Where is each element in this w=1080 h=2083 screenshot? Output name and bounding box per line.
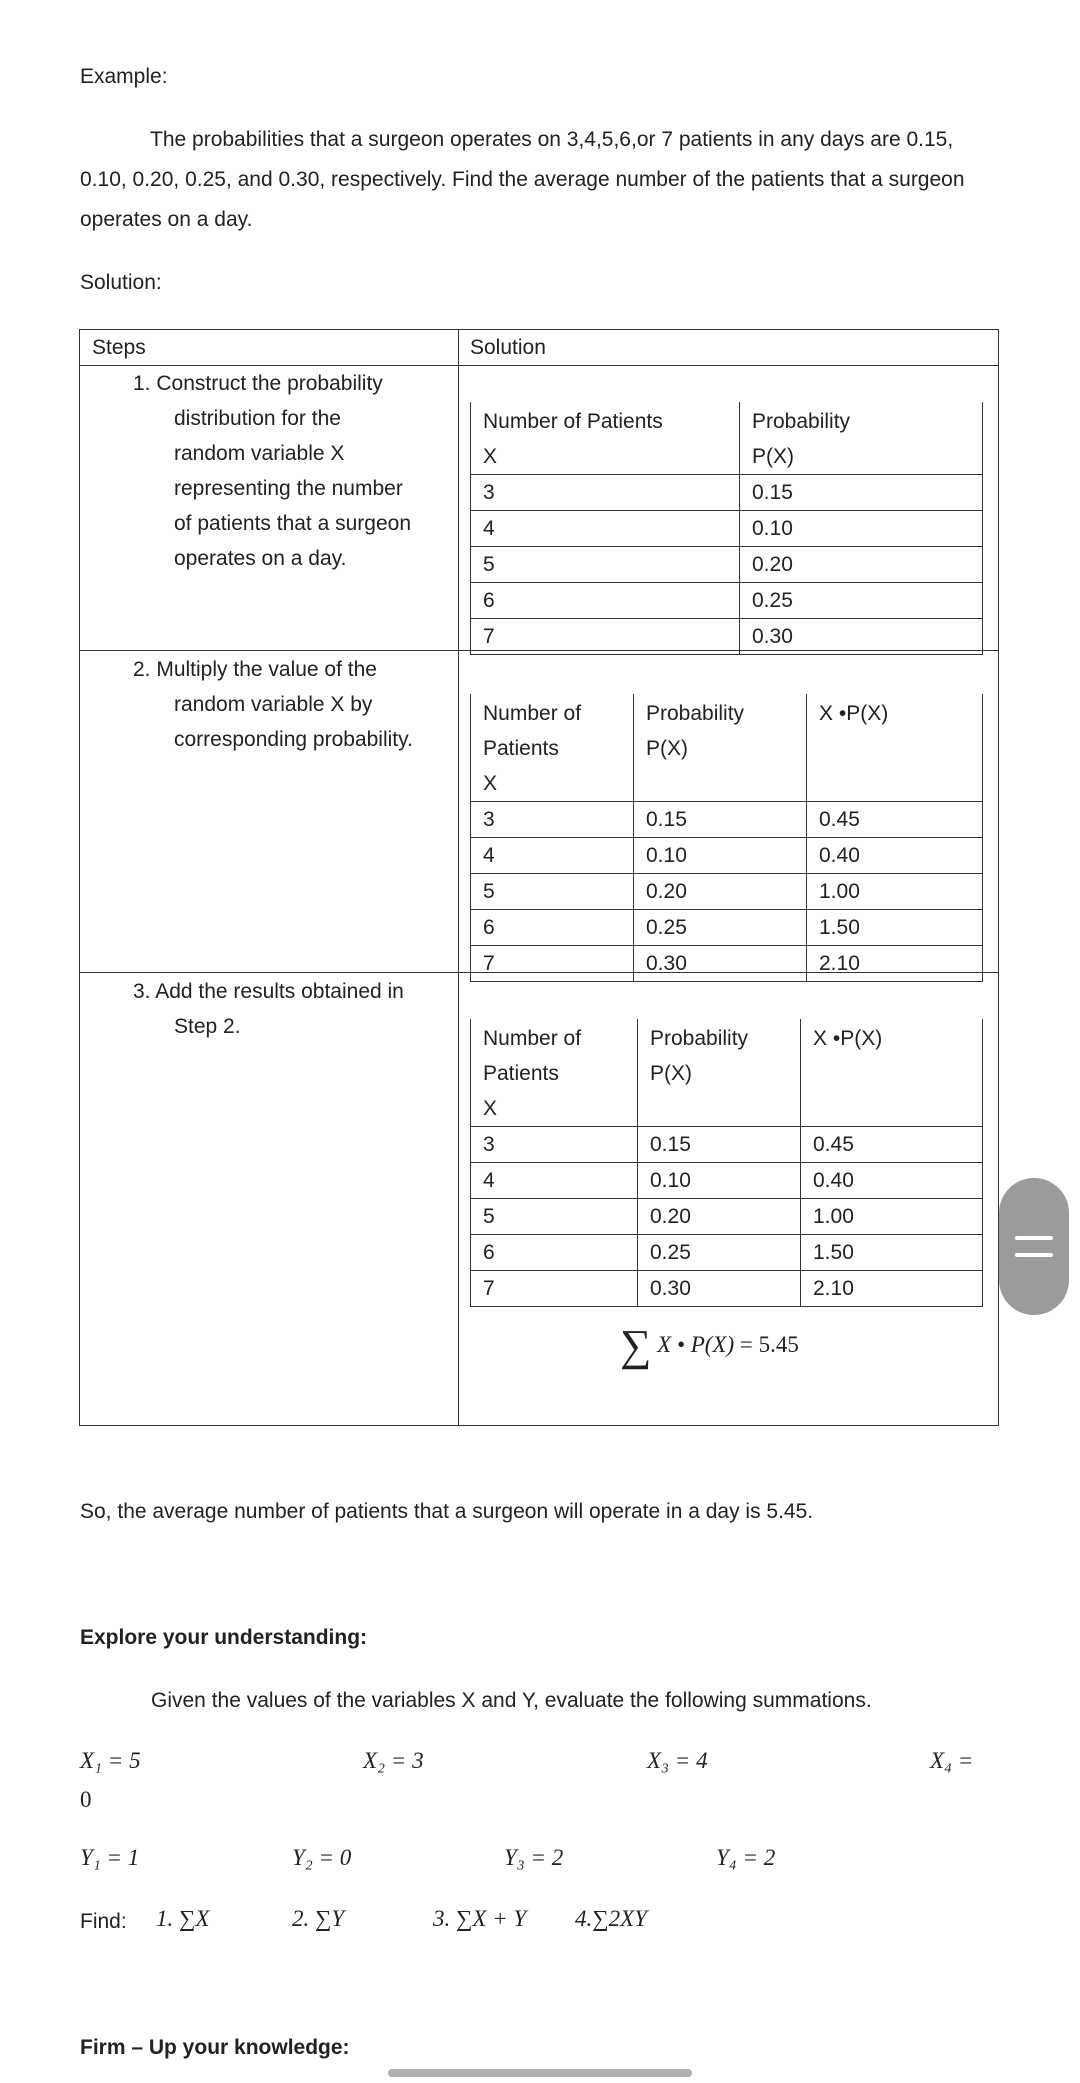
y3-value: Y₃ = 2: [504, 1845, 564, 1870]
cell-x: 7: [471, 946, 634, 982]
cell-x: 4: [471, 511, 740, 547]
cell-x: 6: [471, 583, 740, 619]
cell-x: 4: [471, 1163, 638, 1199]
header-x: X: [471, 439, 740, 475]
step-2-line: corresponding probability.: [174, 728, 413, 751]
explore-instruction: Given the values of the variables X and Y, evaluate the following summations.: [151, 1689, 872, 1712]
cell-x: 7: [471, 1271, 638, 1307]
cell-p: 0.25: [634, 910, 807, 946]
header-number-of-patients: Number of Patients X: [471, 1019, 638, 1127]
handle-grip-icon: [1015, 1236, 1053, 1240]
y2-value: Y₂ = 0: [292, 1845, 352, 1870]
steps-solution-table: [79, 329, 999, 1426]
summation-value: = 5.45: [734, 1332, 799, 1357]
header-solution: Solution: [470, 336, 546, 359]
probability-distribution-table: [470, 402, 983, 655]
cell-p: 0.10: [740, 511, 983, 547]
step-1-line: random variable X: [174, 442, 345, 465]
cell-xp: 1.50: [801, 1235, 983, 1271]
cell-xp: 0.40: [801, 1163, 983, 1199]
cell-x: 3: [471, 1127, 638, 1163]
summation-expression: X • P(X): [657, 1332, 735, 1357]
header-number-of-patients: Number of Patients X: [471, 694, 634, 802]
cell-p: 0.15: [740, 475, 983, 511]
header-probability: Probability P(X): [638, 1019, 801, 1127]
y4-value: Y₄ = 2: [716, 1845, 776, 1870]
cell-xp: 1.00: [801, 1199, 983, 1235]
firm-heading: Firm – Up your knowledge:: [80, 2036, 350, 2059]
x1-value: X₁ = 5: [80, 1748, 141, 1773]
cell-p: 0.10: [634, 838, 807, 874]
header-probability: Probability: [740, 402, 983, 439]
example-label: Example:: [80, 65, 168, 88]
step-1-line: distribution for the: [174, 407, 341, 430]
cell-x: 6: [471, 910, 634, 946]
cell-x: 5: [471, 874, 634, 910]
cell-xp: 0.45: [807, 802, 983, 838]
cell-x: 5: [471, 1199, 638, 1235]
conclusion: So, the average number of patients that a surgeon will operate in a day is 5.45.: [80, 1500, 814, 1523]
cell-x: 7: [471, 619, 740, 655]
cell-x: 3: [471, 475, 740, 511]
y1-value: Y₁ = 1: [80, 1845, 140, 1870]
header-x-times-px: X •P(X): [807, 694, 983, 802]
product-table-step-2: [470, 694, 983, 982]
step-3-title: 3. Add the results obtained in: [133, 980, 404, 1003]
sigma-symbol: ∑: [620, 1321, 652, 1370]
handle-grip-icon: [1015, 1253, 1053, 1257]
find-item-4: 4.∑2XY: [575, 1906, 647, 1931]
column-divider: [458, 330, 459, 1425]
step-1-text: [133, 366, 411, 576]
find-item-1: 1. ∑X: [156, 1906, 210, 1931]
cell-x: 3: [471, 802, 634, 838]
find-item-2: 2. ∑Y: [292, 1906, 345, 1931]
header-x-times-px: X •P(X): [801, 1019, 983, 1127]
cell-p: 0.20: [638, 1199, 801, 1235]
summation-result: [620, 1320, 799, 1371]
cell-x: 6: [471, 1235, 638, 1271]
step-3-text: [133, 974, 404, 1044]
cell-p: 0.30: [638, 1271, 801, 1307]
header-number-of-patients: Number of Patients: [471, 402, 740, 439]
cell-p: 0.10: [638, 1163, 801, 1199]
step-1-title: 1. Construct the probability: [133, 372, 383, 395]
cell-p: 0.20: [740, 547, 983, 583]
x2-value: X₂ = 3: [363, 1748, 424, 1773]
header-probability: Probability P(X): [634, 694, 807, 802]
step-1-line: operates on a day.: [174, 547, 347, 570]
step-2-title: 2. Multiply the value of the: [133, 658, 377, 681]
cell-x: 4: [471, 838, 634, 874]
cell-xp: 1.00: [807, 874, 983, 910]
cell-xp: 1.50: [807, 910, 983, 946]
x4-label: X₄ =: [930, 1748, 974, 1773]
cell-xp: 2.10: [807, 946, 983, 982]
step-3-line: Step 2.: [174, 1015, 241, 1038]
home-indicator[interactable]: [388, 2069, 692, 2077]
x4-value: 0: [80, 1787, 92, 1812]
step-1-line: representing the number: [174, 477, 403, 500]
cell-xp: 0.40: [807, 838, 983, 874]
step-1-line: of patients that a surgeon: [174, 512, 411, 535]
cell-xp: 2.10: [801, 1271, 983, 1307]
step-2-line: random variable X by: [174, 693, 373, 716]
cell-p: 0.15: [634, 802, 807, 838]
explore-heading: Explore your understanding:: [80, 1626, 368, 1649]
cell-p: 0.30: [740, 619, 983, 655]
problem-statement: The probabilities that a surgeon operates on 3,4,5,6,or 7 patients in any days are 0.15, 0.10, 0.20, 0.25, and 0.30, respectively. Find the average number of the patients that a surgeon operates on a day.: [80, 128, 965, 231]
cell-p: 0.25: [638, 1235, 801, 1271]
solution-label: Solution:: [80, 271, 162, 294]
cell-p: 0.30: [634, 946, 807, 982]
find-label: Find:: [80, 1910, 127, 1933]
cell-p: 0.20: [634, 874, 807, 910]
product-table-step-3: [470, 1019, 983, 1307]
x3-value: X₃ = 4: [647, 1748, 708, 1773]
cell-xp: 0.45: [801, 1127, 983, 1163]
cell-p: 0.25: [740, 583, 983, 619]
cell-p: 0.15: [638, 1127, 801, 1163]
header-steps: Steps: [92, 336, 146, 359]
cell-x: 5: [471, 547, 740, 583]
header-px: P(X): [740, 439, 983, 475]
scroll-handle[interactable]: [999, 1178, 1069, 1315]
step-2-text: [133, 652, 413, 757]
find-item-3: 3. ∑X + Y: [433, 1906, 527, 1931]
